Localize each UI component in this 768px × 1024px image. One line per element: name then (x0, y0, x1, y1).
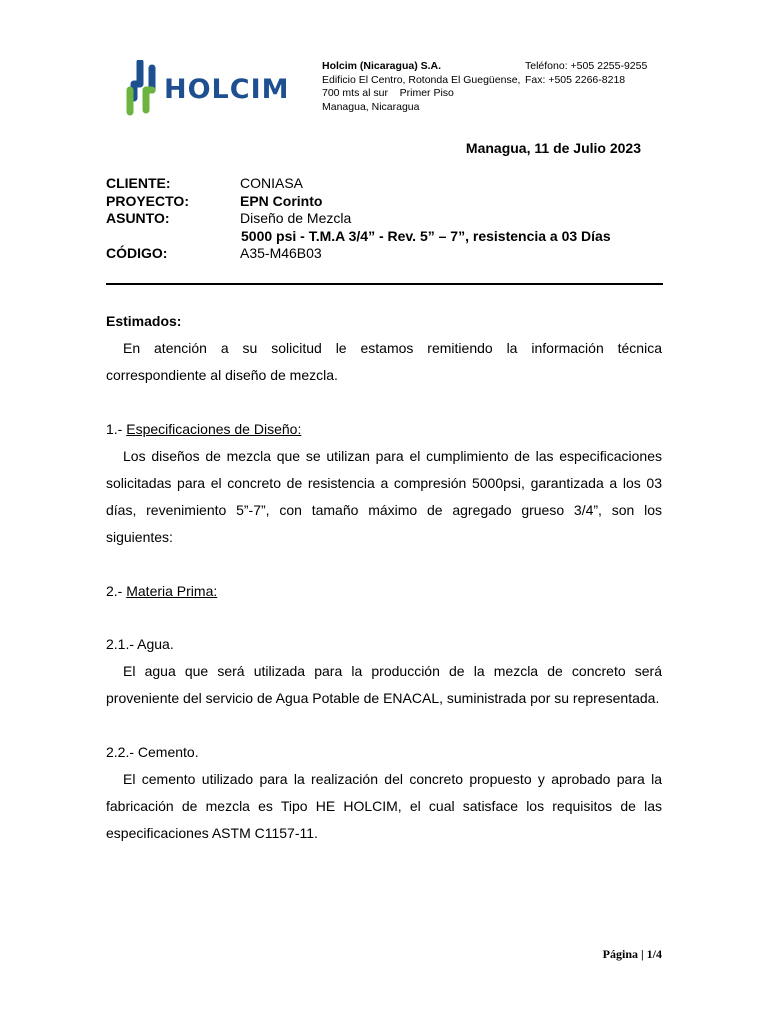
asunto-detail: 5000 psi - T.M.A 3/4” - Rev. 5” – 7”, resistencia a 03 Días (241, 227, 611, 244)
holcim-logo (126, 60, 290, 116)
codigo-row (106, 245, 611, 263)
asunto-value: Diseño de Mezcla (240, 210, 352, 226)
codigo-label: CÓDIGO: (106, 245, 168, 261)
proyecto-value: EPN Corinto (240, 192, 323, 209)
company-contact (525, 60, 647, 87)
intro-paragraph: En atención a su solicitud le estamos remitiendo la información técnica correspondiente al diseño de mezcla. (106, 340, 662, 383)
cliente-label: CLIENTE: (106, 175, 171, 191)
section-1-number: 1.- (106, 421, 127, 437)
section-2-2-heading: 2.2.- Cemento. (106, 744, 199, 760)
header-divider (106, 283, 663, 285)
address-line-1: Edificio El Centro, Rotonda El Guegüense, (322, 73, 521, 86)
section-1-paragraph: Los diseños de mezcla que se utilizan para el cumplimiento de las especificaciones solicitadas para el concreto de resistencia a compresión 5000psi, garantizada a los 03 días, revenimiento 5”-7”, con tamaño máximo de agregado grueso 3/4”, son los siguientes: (106, 448, 662, 545)
section-2-2-paragraph: El cemento utilizado para la realización del concreto propuesto y aprobado para la fabricación de mezcla es Tipo HE HOLCIM, el cual satisface los requisitos de las especificaciones ASTM C1157-11. (106, 771, 662, 841)
cliente-value: CONIASA (240, 175, 304, 191)
logo-wordmark: HOLCIM (164, 74, 290, 105)
company-phone: Teléfono: +505 2255-9255 (525, 60, 648, 72)
proyecto-row (106, 193, 611, 211)
address-line-3: Managua, Nicaragua (322, 100, 420, 113)
section-2-heading (106, 578, 662, 605)
greeting: Estimados: (106, 313, 182, 329)
proyecto-label: PROYECTO: (106, 192, 189, 209)
section-1-heading (106, 416, 662, 443)
letter-info-block (106, 175, 611, 263)
letter-body (106, 308, 662, 847)
section-2-1-heading: 2.1.- Agua. (106, 636, 174, 652)
address-line-2: 700 mts al sur Primer Piso (322, 87, 454, 99)
section-2-title: Materia Prima: (126, 583, 218, 599)
asunto-row (106, 210, 611, 228)
letter-date: Managua, 11 de Julio 2023 (465, 140, 641, 156)
asunto-label: ASUNTO: (106, 210, 170, 226)
company-name: Holcim (Nicaragua) S.A. (322, 60, 442, 72)
section-1-title: Especificaciones de Diseño: (126, 421, 302, 437)
codigo-value: A35-M46B03 (240, 245, 322, 261)
holcim-h-mark-icon (126, 60, 160, 116)
company-fax: Fax: +505 2266-8218 (525, 73, 626, 86)
section-2-number: 2.- (106, 583, 127, 599)
company-address (322, 60, 520, 114)
cliente-row (106, 175, 611, 193)
section-2-1-paragraph: El agua que será utilizada para la producción de la mezcla de concreto será proveniente del servicio de Agua Potable de ENACAL, suministrada por su representada. (106, 663, 662, 706)
page-number: Página | 1/4 (602, 947, 662, 961)
